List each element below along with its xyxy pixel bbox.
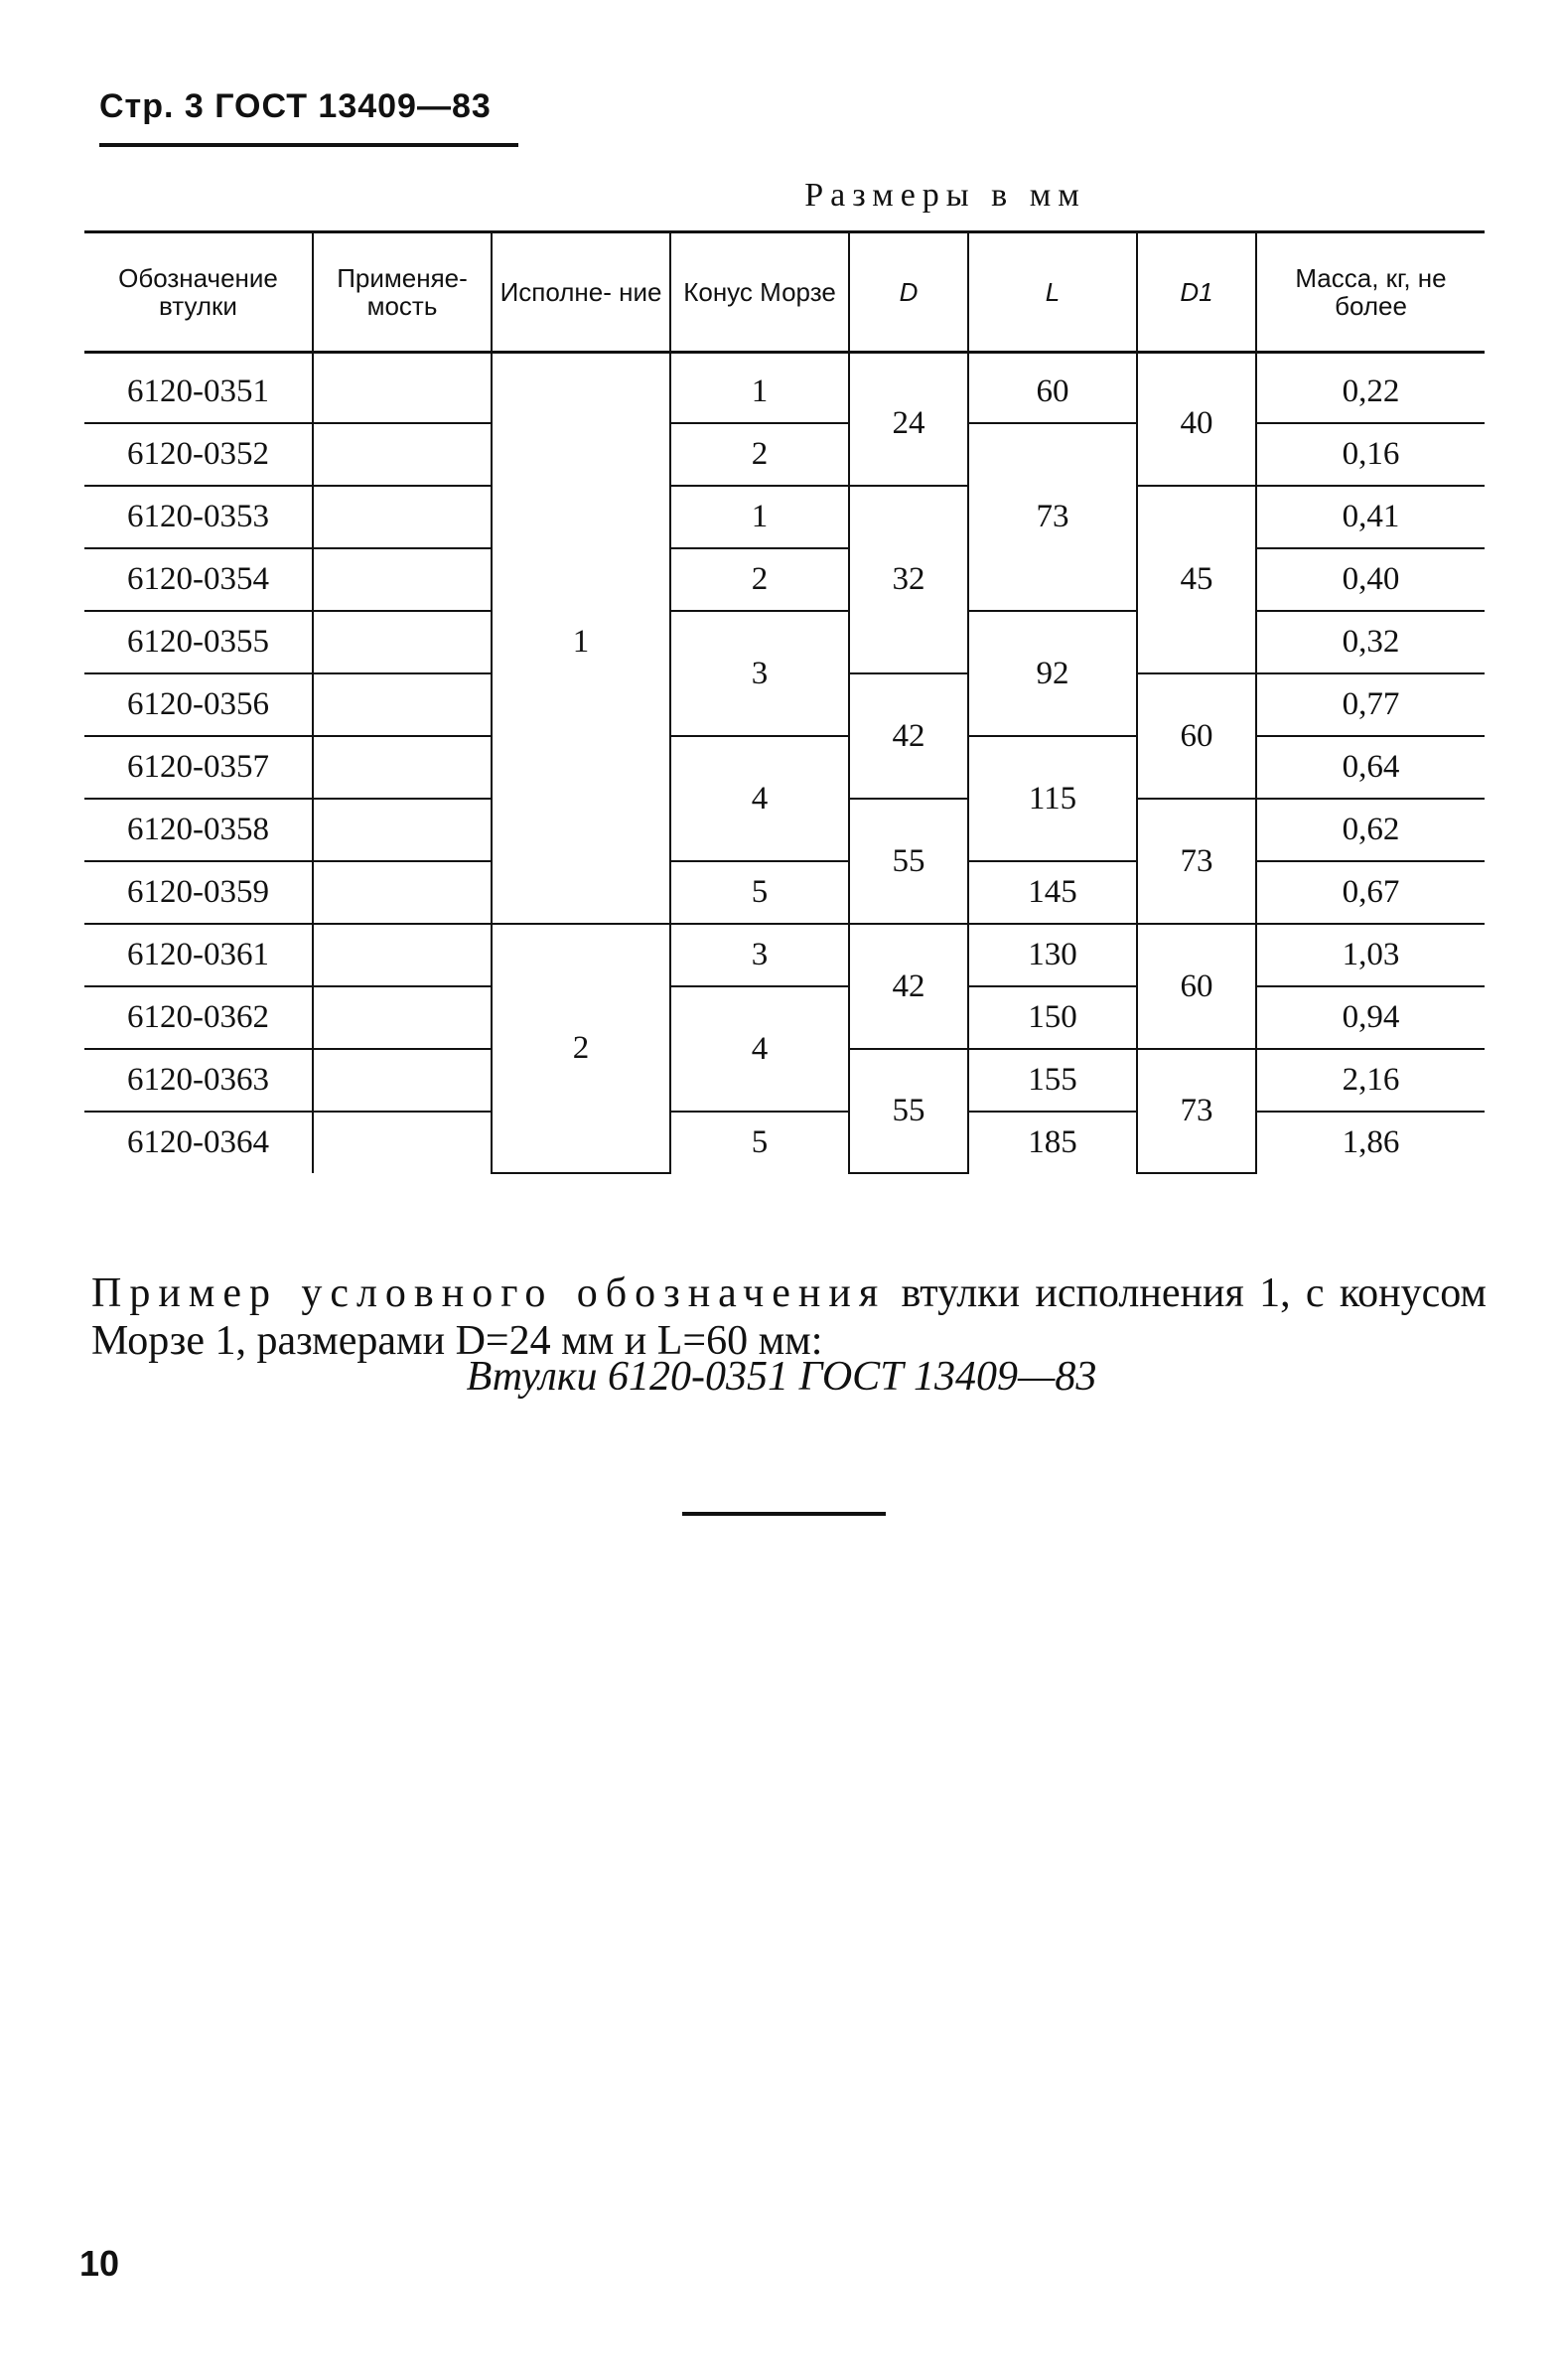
applicability-cell	[313, 673, 492, 736]
l-cell: 150	[968, 986, 1137, 1049]
morse-cell: 1	[670, 353, 849, 424]
mass-cell: 0,41	[1256, 486, 1485, 548]
applicability-cell	[313, 611, 492, 673]
example-paragraph	[91, 1269, 1487, 1365]
mass-cell: 0,94	[1256, 986, 1485, 1049]
table-row	[84, 423, 1485, 486]
designation-cell: 6120-0361	[84, 924, 313, 986]
d1-cell: 60	[1137, 673, 1256, 799]
d-cell: 42	[849, 673, 968, 799]
morse-cell: 1	[670, 486, 849, 548]
table-row	[84, 548, 1485, 611]
table-row	[84, 1112, 1485, 1173]
designation-cell: 6120-0355	[84, 611, 313, 673]
designation-cell: 6120-0359	[84, 861, 313, 924]
mass-cell: 0,16	[1256, 423, 1485, 486]
d-cell: 24	[849, 353, 968, 487]
table-row	[84, 353, 1485, 424]
morse-cell: 3	[670, 924, 849, 986]
designation-cell: 6120-0358	[84, 799, 313, 861]
execution-cell: 2	[492, 924, 670, 1173]
end-rule	[682, 1512, 886, 1516]
col-header-execution: Исполне- ние	[492, 232, 670, 353]
col-header-applicability: Применяе- мость	[313, 232, 492, 353]
table-row	[84, 486, 1485, 548]
col-header-mass: Масса, кг, не более	[1256, 232, 1485, 353]
table-row	[84, 861, 1485, 924]
table-row	[84, 736, 1485, 799]
morse-cell: 2	[670, 423, 849, 486]
l-cell: 145	[968, 861, 1137, 924]
mass-cell: 0,67	[1256, 861, 1485, 924]
d-cell: 55	[849, 1049, 968, 1173]
l-cell: 73	[968, 423, 1137, 611]
mass-cell: 0,77	[1256, 673, 1485, 736]
morse-cell: 5	[670, 861, 849, 924]
l-cell: 115	[968, 736, 1137, 861]
applicability-cell	[313, 924, 492, 986]
col-header-d1: D1	[1137, 232, 1256, 353]
units-caption	[0, 177, 1563, 215]
col-header-l: L	[968, 232, 1137, 353]
table-row	[84, 611, 1485, 673]
designation-cell: 6120-0354	[84, 548, 313, 611]
d1-cell: 73	[1137, 799, 1256, 924]
l-cell: 155	[968, 1049, 1137, 1112]
designation-cell: 6120-0357	[84, 736, 313, 799]
d-cell: 55	[849, 799, 968, 924]
d1-cell: 45	[1137, 486, 1256, 673]
mass-cell: 2,16	[1256, 1049, 1485, 1112]
morse-cell: 2	[670, 548, 849, 611]
applicability-cell	[313, 861, 492, 924]
morse-cell: 4	[670, 986, 849, 1112]
morse-cell: 3	[670, 611, 849, 736]
applicability-cell	[313, 986, 492, 1049]
table-row	[84, 924, 1485, 986]
execution-cell: 1	[492, 353, 670, 925]
applicability-cell	[313, 1112, 492, 1173]
designation-cell: 6120-0351	[84, 353, 313, 424]
l-cell: 185	[968, 1112, 1137, 1173]
table-header-row	[84, 232, 1485, 353]
designation-cell: 6120-0363	[84, 1049, 313, 1112]
d-cell: 42	[849, 924, 968, 1049]
d1-cell: 40	[1137, 353, 1256, 487]
header-rule	[99, 143, 518, 147]
d1-cell: 60	[1137, 924, 1256, 1049]
table-row	[84, 986, 1485, 1049]
l-cell: 60	[968, 353, 1137, 424]
designation-cell: 6120-0362	[84, 986, 313, 1049]
mass-cell: 0,32	[1256, 611, 1485, 673]
applicability-cell	[313, 486, 492, 548]
col-header-d: D	[849, 232, 968, 353]
example-lead: Пример условного обозначения	[91, 1270, 887, 1316]
applicability-cell	[313, 548, 492, 611]
mass-cell: 0,64	[1256, 736, 1485, 799]
d-cell: 32	[849, 486, 968, 673]
mass-cell: 0,40	[1256, 548, 1485, 611]
designation-example: Втулки 6120-0351 ГОСТ 13409—83	[466, 1354, 1097, 1400]
designation-cell: 6120-0353	[84, 486, 313, 548]
example-text: втулки исполнения 1, с конусом Морзе 1, размерами D=24 мм и L=60 мм:	[91, 1270, 1487, 1364]
designation-cell: 6120-0364	[127, 1124, 269, 1160]
applicability-cell	[313, 353, 492, 424]
mass-cell: 0,22	[1256, 353, 1485, 424]
designation-cell: 6120-0352	[84, 423, 313, 486]
applicability-cell	[313, 799, 492, 861]
d1-cell: 73	[1137, 1049, 1256, 1173]
applicability-cell	[313, 736, 492, 799]
l-cell: 130	[968, 924, 1137, 986]
morse-cell: 5	[670, 1112, 849, 1173]
col-header-designation: Обозначение втулки	[84, 232, 313, 353]
dimensions-table	[84, 230, 1485, 1174]
page-header: Стр. 3 ГОСТ 13409—83	[99, 87, 492, 125]
morse-cell: 4	[670, 736, 849, 861]
designation-cell: 6120-0356	[84, 673, 313, 736]
mass-cell: 1,86	[1256, 1112, 1485, 1173]
applicability-cell	[313, 423, 492, 486]
applicability-cell	[313, 1049, 492, 1112]
mass-cell: 0,62	[1256, 799, 1485, 861]
units-text: Размеры в мм	[804, 177, 1086, 214]
col-header-morse-cone: Конус Морзе	[670, 232, 849, 353]
mass-cell: 1,03	[1256, 924, 1485, 986]
l-cell: 92	[968, 611, 1137, 736]
page-number: 10	[79, 2243, 120, 2284]
